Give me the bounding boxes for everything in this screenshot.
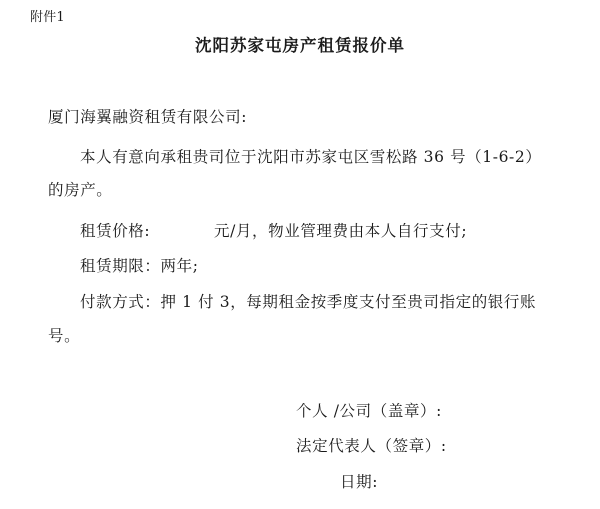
signature-legal-rep: 法定代表人（签章）:	[296, 437, 447, 455]
intro-line-1: 本人有意向承租贵司位于沈阳市苏家屯区雪松路 36 号（1-6-2）	[80, 148, 542, 166]
signature-date: 日期:	[340, 473, 379, 491]
attachment-label: 附件1	[30, 10, 65, 25]
signature-party: 个人 /公司（盖章）:	[296, 402, 442, 420]
payment-line-1: 付款方式：押 1 付 3，每期租金按季度支付至贵司指定的银行账	[80, 293, 537, 311]
addressee: 厦门海翼融资租赁有限公司:	[48, 108, 248, 126]
intro-line-2: 的房产。	[48, 181, 113, 199]
lease-term: 租赁期限：两年;	[80, 257, 199, 275]
price-label: 租赁价格:	[80, 222, 151, 240]
payment-line-2: 号。	[48, 327, 81, 345]
document-title: 沈阳苏家屯房产租赁报价单	[195, 36, 405, 55]
price-terms: 元/月，物业管理费由本人自行支付;	[214, 222, 468, 240]
